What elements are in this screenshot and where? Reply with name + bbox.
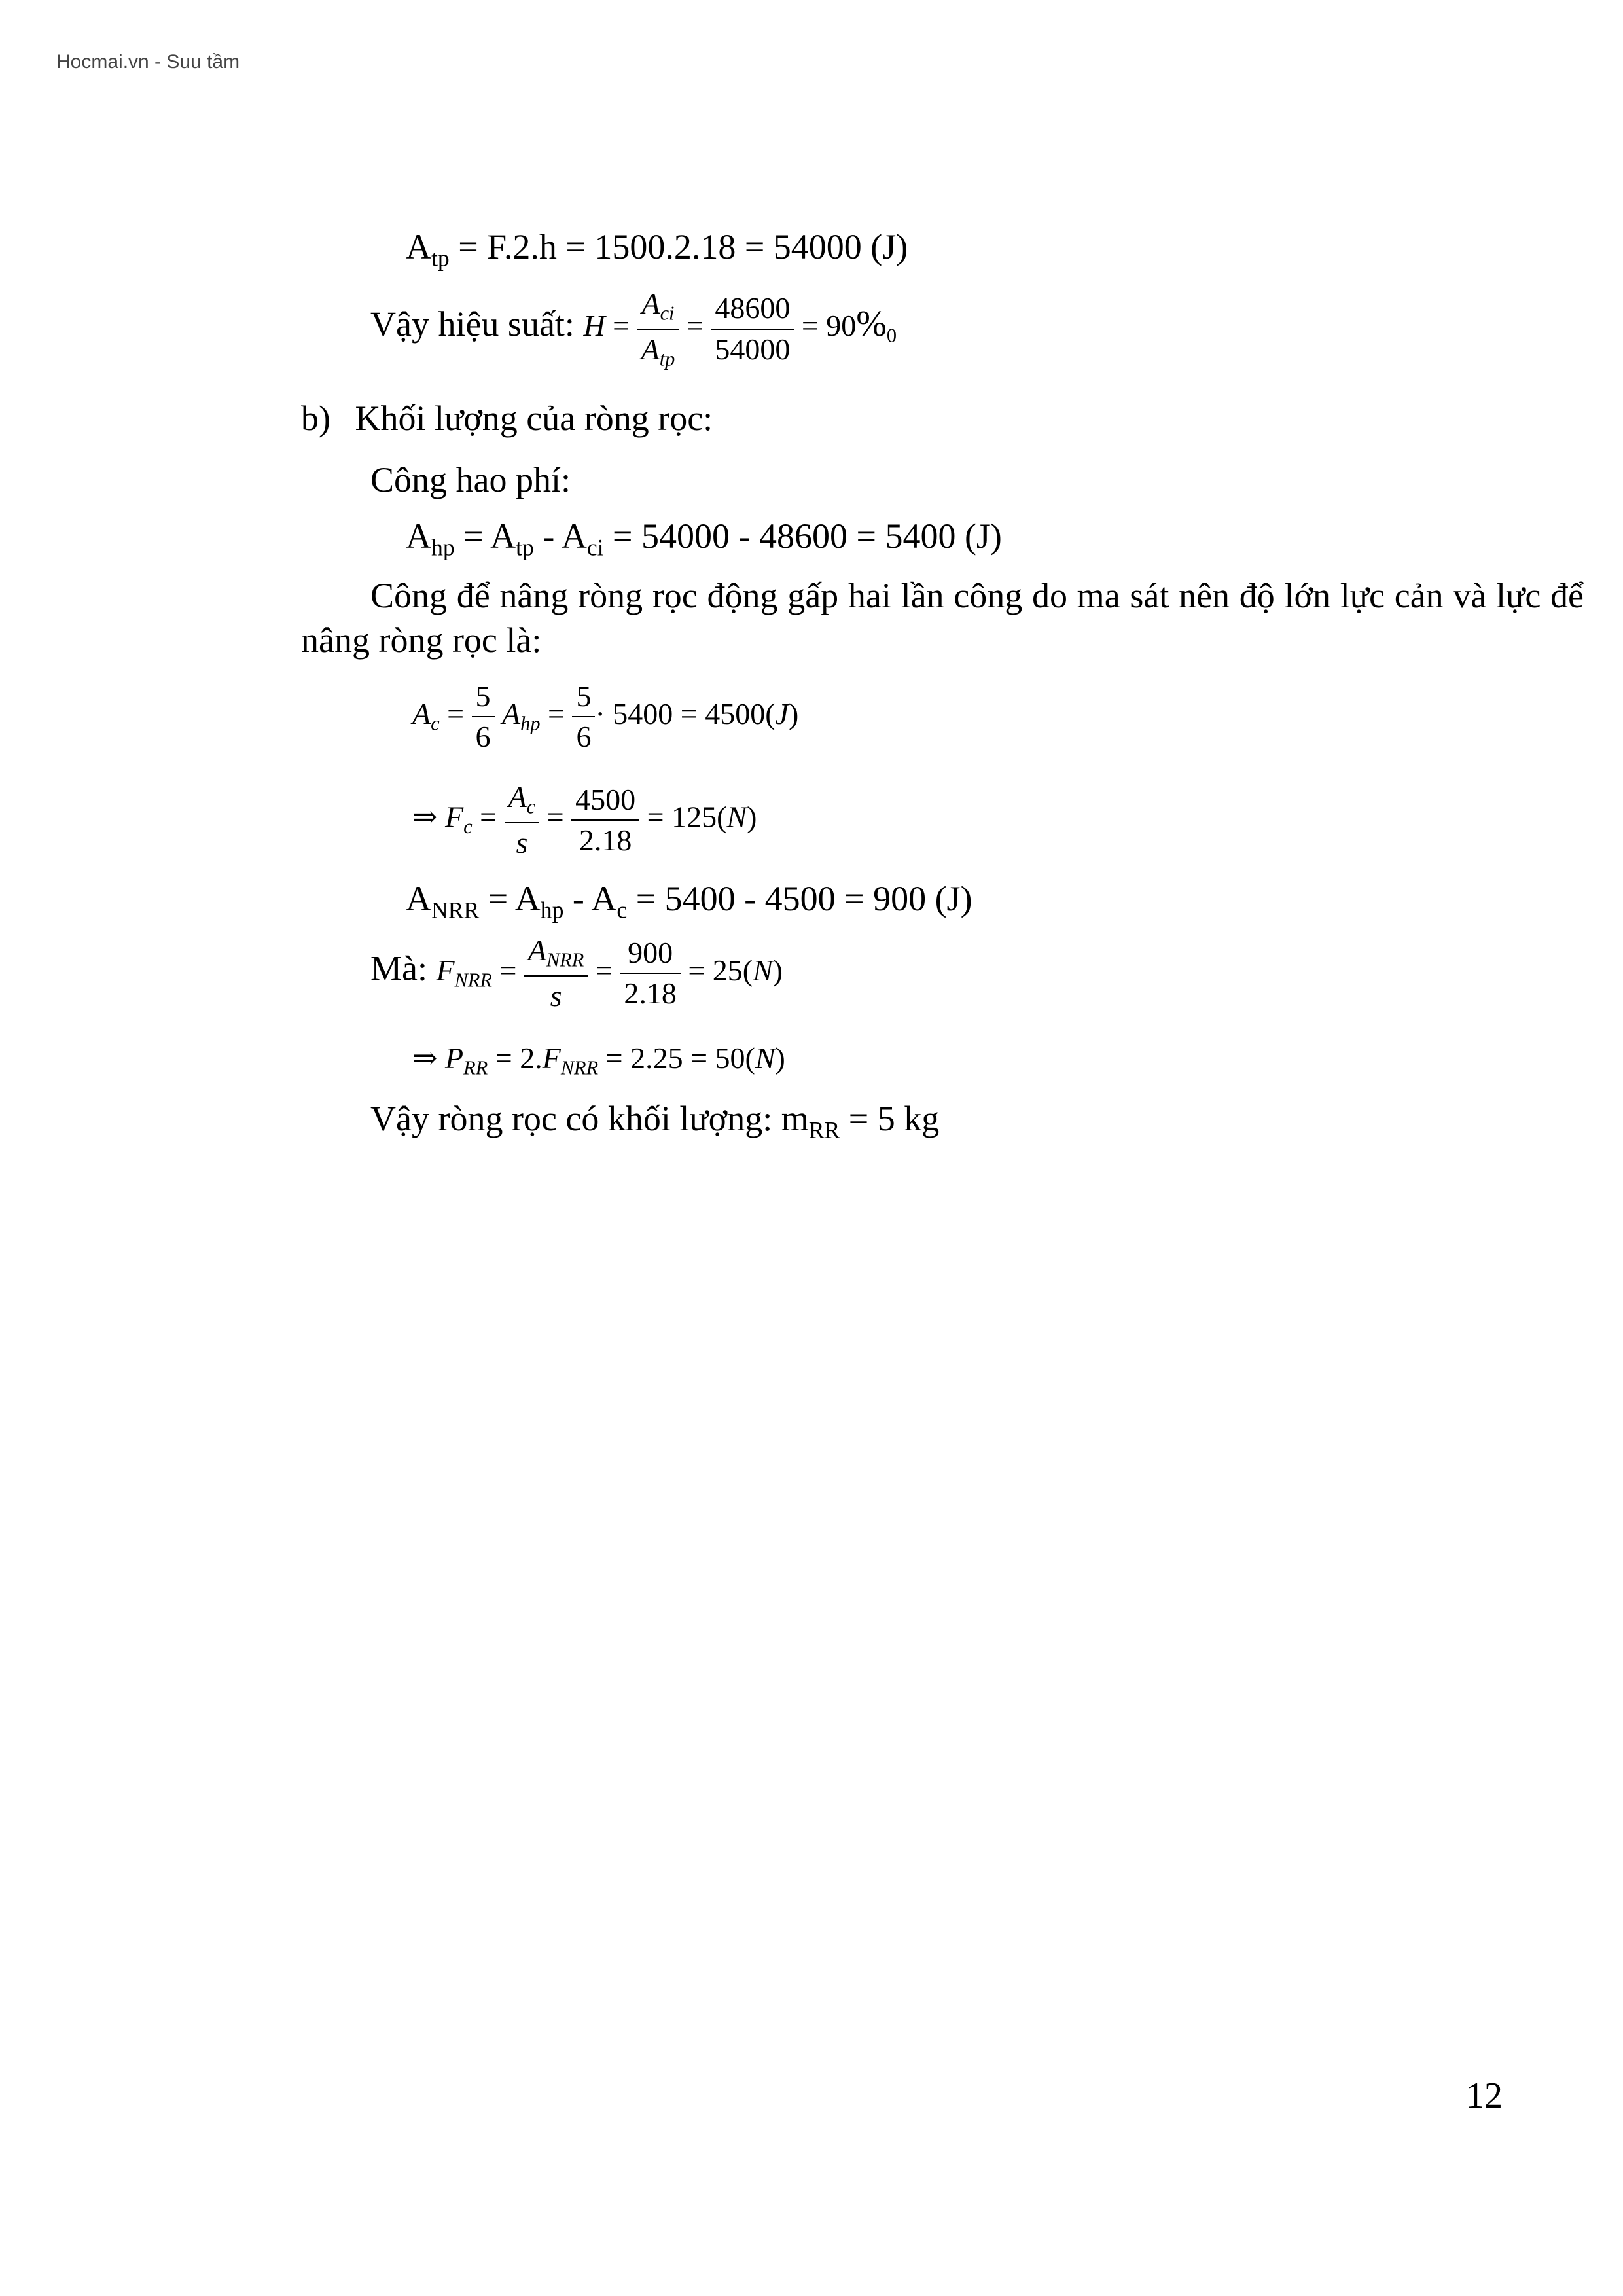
denominator: 6: [572, 716, 595, 753]
subscript: 0: [886, 324, 897, 347]
numerator: A: [508, 780, 527, 814]
denominator: 6: [472, 716, 495, 753]
conclusion-text: Vậy ròng rọc có khối lượng: m: [370, 1099, 809, 1138]
subscript: c: [526, 795, 536, 818]
equation-text: = 25(: [680, 953, 753, 987]
denominator: 54000: [711, 329, 794, 365]
equation-prr: [412, 1043, 785, 1078]
unit: N: [755, 1041, 776, 1075]
subscript: c: [431, 712, 440, 735]
equals-sign: =: [472, 800, 505, 834]
numerator: 48600: [715, 291, 791, 325]
efficiency-label: Vậy hiệu suất:: [370, 304, 584, 344]
numerator: 5: [475, 679, 491, 713]
paren: ): [775, 1041, 785, 1075]
denominator: 2.18: [620, 973, 681, 1009]
fraction-aci-atp: [637, 288, 679, 370]
fraction-5-6: [572, 681, 595, 753]
numerator: 4500: [575, 782, 636, 816]
unit: N: [726, 800, 747, 834]
subscript: c: [616, 897, 628, 924]
equals-sign: =: [540, 696, 573, 730]
equation-text: = A: [454, 516, 516, 556]
symbol-f: F: [436, 953, 455, 987]
equation-fnrr: [370, 935, 783, 1012]
unit: N: [753, 953, 773, 987]
subscript: tp: [431, 245, 450, 272]
paren: ): [788, 696, 799, 730]
equation-text: = F.2.h = 1500.2.18 = 54000 (J): [449, 227, 908, 266]
equation-text: = 2.: [488, 1041, 543, 1075]
numerator: 900: [628, 935, 673, 969]
numerator: A: [527, 933, 547, 967]
subscript: hp: [540, 897, 564, 924]
symbol-f: F: [445, 800, 464, 834]
ma-label: Mà:: [370, 948, 437, 988]
paren: ): [772, 953, 783, 987]
fraction-5-6: [472, 681, 495, 753]
equation-text: = 90: [794, 309, 857, 343]
equation-text: = A: [479, 879, 541, 918]
section-title: Khối lượng của ròng rọc:: [355, 399, 713, 438]
subscript: hp: [520, 712, 541, 735]
numerator: A: [641, 287, 660, 320]
subscript: NRR: [431, 897, 480, 924]
equals-sign: =: [605, 309, 637, 343]
equation-text: = 125(: [639, 800, 727, 834]
equation-ahp: [406, 518, 1002, 560]
subscript: RR: [463, 1056, 488, 1079]
page-number: 12: [1466, 2075, 1503, 2116]
fraction-anrr-s: [524, 935, 588, 1012]
label-cong-hao-phi: Công hao phí:: [370, 460, 571, 499]
subscript: NRR: [560, 1056, 599, 1079]
conclusion-value: = 5 kg: [840, 1099, 940, 1138]
equals-sign: =: [491, 953, 524, 987]
symbol-h: H: [583, 309, 605, 343]
fraction-values: [711, 293, 794, 365]
equals-sign: =: [679, 309, 711, 343]
list-marker: b): [301, 399, 330, 438]
equation-text: = 2.25 = 50(: [598, 1041, 755, 1075]
equation-text: = 54000 - 48600 = 5400 (J): [603, 516, 1002, 556]
explanation-paragraph: Công để nâng ròng rọc động gấp hai lần công do ma sát nên độ lớn lực cản và lực để nâng ròng rọc là:: [301, 576, 1584, 660]
denominator: 2.18: [571, 819, 639, 856]
percent-sign: %: [856, 304, 887, 345]
symbol-a: A: [502, 696, 521, 730]
symbol-a: A: [412, 696, 431, 730]
denominator: A: [641, 332, 660, 366]
subscript: c: [463, 816, 473, 838]
page-header-source: Hocmai.vn - Suu tầm: [56, 51, 240, 73]
implies-arrow: ⇒: [412, 800, 446, 834]
unit: J: [775, 696, 789, 730]
equation-atp: [406, 229, 908, 270]
equation-text: = 5400 - 4500 = 900 (J): [627, 879, 972, 918]
equation-anrr: [406, 881, 972, 922]
conclusion-line: [370, 1101, 939, 1142]
equation-ac: [412, 681, 798, 753]
section-b-heading: [301, 401, 713, 436]
equals-sign: =: [588, 953, 620, 987]
numerator: 5: [576, 679, 592, 713]
subscript: NRR: [546, 948, 584, 971]
subscript: NRR: [454, 969, 492, 992]
symbol-f: F: [542, 1041, 561, 1075]
fraction-values: [571, 784, 639, 857]
subscript: hp: [431, 534, 455, 561]
equation-text: · 5400 = 4500(: [595, 696, 776, 730]
equation-fc: [412, 781, 757, 859]
symbol-a: A: [406, 879, 431, 918]
symbol-a: A: [406, 227, 431, 266]
subscript: RR: [808, 1117, 840, 1143]
symbol-a: A: [406, 516, 431, 556]
equation-efficiency: [370, 288, 897, 370]
subscript: tp: [659, 348, 675, 370]
subscript: tp: [516, 534, 534, 561]
denominator: s: [524, 975, 588, 1012]
subscript: ci: [586, 534, 604, 561]
paren: ): [747, 800, 757, 834]
subscript: ci: [660, 302, 675, 325]
denominator: s: [505, 822, 540, 859]
symbol-p: P: [445, 1041, 464, 1075]
fraction-ac-s: [505, 781, 540, 859]
equation-text: - A: [533, 516, 587, 556]
implies-arrow: ⇒: [412, 1041, 446, 1075]
equals-sign: =: [539, 800, 572, 834]
equation-text: - A: [563, 879, 617, 918]
fraction-values: [620, 937, 681, 1010]
equals-sign: =: [439, 696, 472, 730]
